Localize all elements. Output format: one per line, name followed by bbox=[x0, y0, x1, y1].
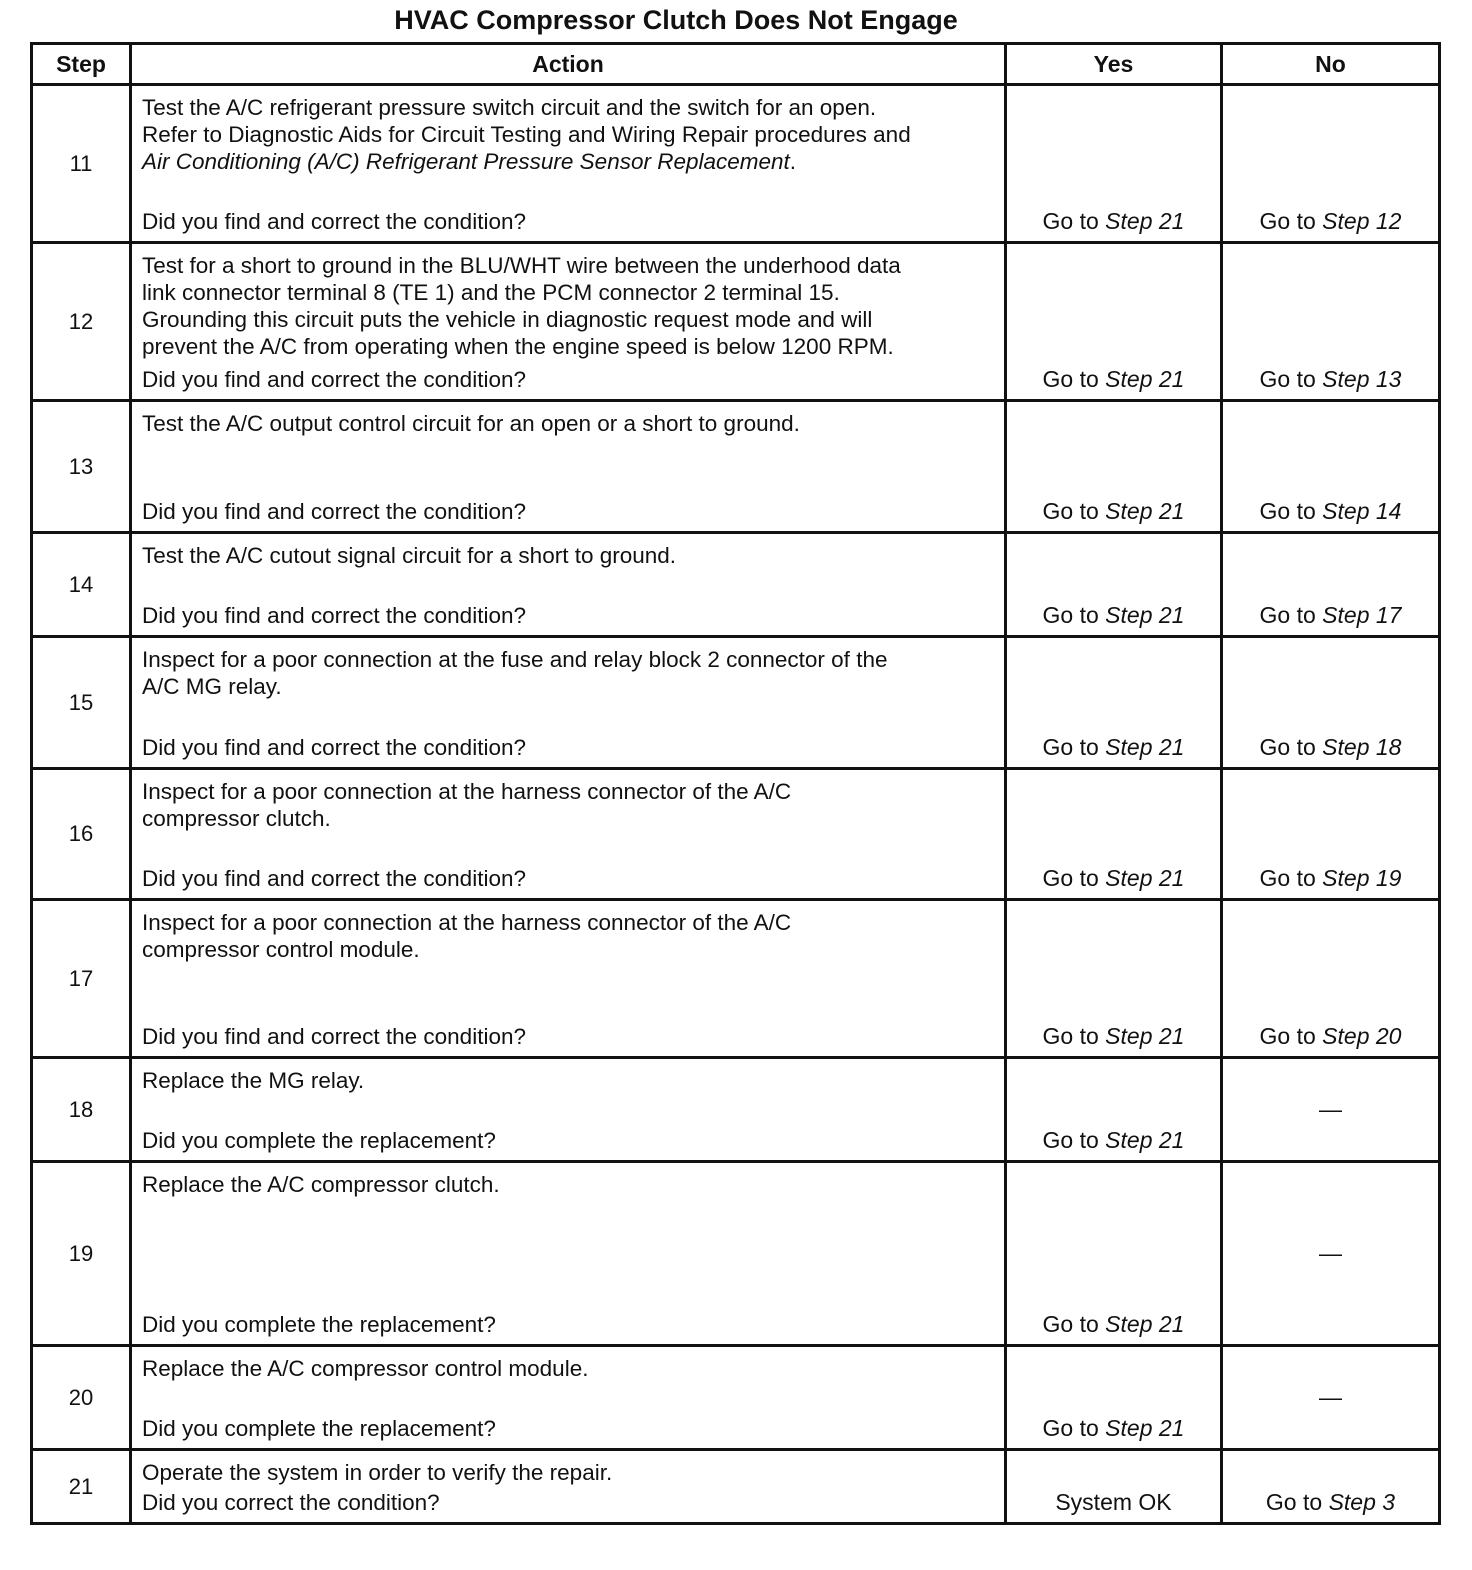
yes-cell bbox=[1006, 85, 1222, 243]
step-number: 11 bbox=[32, 85, 131, 243]
question-text: Did you complete the replacement? bbox=[142, 1416, 496, 1441]
question-text: Did you find and correct the condition? bbox=[142, 499, 526, 524]
page-title: HVAC Compressor Clutch Does Not Engage bbox=[394, 5, 958, 35]
action-line: A/C MG relay. bbox=[142, 674, 282, 699]
action-line: Refer to Diagnostic Aids for Circuit Testing and Wiring Repair procedures and bbox=[142, 122, 911, 147]
goto-prefix: Go to bbox=[1042, 1127, 1106, 1153]
step-number: 20 bbox=[32, 1346, 131, 1450]
action-line: compressor clutch. bbox=[142, 806, 331, 831]
action-line: Operate the system in order to verify the repair. bbox=[142, 1460, 613, 1485]
yes-cell bbox=[1006, 243, 1222, 401]
goto-prefix: Go to bbox=[1259, 1023, 1323, 1049]
question-text: Did you find and correct the condition? bbox=[142, 866, 526, 891]
question-text: Did you correct the condition? bbox=[142, 1490, 440, 1515]
yes-cell bbox=[1006, 1058, 1222, 1162]
goto-prefix: Go to bbox=[1042, 1415, 1106, 1441]
goto-step-link: Step 21 bbox=[1105, 734, 1185, 760]
no-cell bbox=[1222, 533, 1440, 637]
header-no: No bbox=[1222, 44, 1440, 85]
yes-result: System OK bbox=[1055, 1489, 1172, 1515]
action-line bbox=[142, 148, 994, 175]
goto-step-link: Step 17 bbox=[1322, 602, 1402, 628]
yes-cell bbox=[1006, 1450, 1222, 1524]
not-applicable-dash: — bbox=[1319, 1384, 1342, 1410]
step-number: 16 bbox=[32, 769, 131, 900]
goto-step-link: Step 21 bbox=[1105, 366, 1185, 392]
action-cell bbox=[131, 85, 1006, 243]
goto-prefix: Go to bbox=[1042, 1023, 1106, 1049]
no-cell bbox=[1222, 769, 1440, 900]
action-line: Inspect for a poor connection at the fuse and relay block 2 connector of the bbox=[142, 647, 888, 672]
table-row bbox=[32, 533, 1440, 637]
goto-prefix: Go to bbox=[1042, 734, 1106, 760]
procedure-reference: Air Conditioning (A/C) Refrigerant Pressure Sensor Replacement bbox=[142, 149, 790, 174]
goto-prefix: Go to bbox=[1259, 208, 1323, 234]
question-text: Did you find and correct the condition? bbox=[142, 603, 526, 628]
header-yes: Yes bbox=[1006, 44, 1222, 85]
goto-step-link: Step 21 bbox=[1105, 498, 1185, 524]
action-cell bbox=[131, 637, 1006, 769]
goto-step-link: Step 14 bbox=[1322, 498, 1402, 524]
yes-cell bbox=[1006, 637, 1222, 769]
action-line: link connector terminal 8 (TE 1) and the PCM connector 2 terminal 15. bbox=[142, 280, 840, 305]
header-action: Action bbox=[131, 44, 1006, 85]
goto-prefix: Go to bbox=[1042, 498, 1106, 524]
question-text: Did you find and correct the condition? bbox=[142, 367, 526, 392]
table-row bbox=[32, 900, 1440, 1058]
step-number: 15 bbox=[32, 637, 131, 769]
no-cell bbox=[1222, 1162, 1440, 1346]
table-row bbox=[32, 1450, 1440, 1524]
goto-step-link: Step 21 bbox=[1105, 865, 1185, 891]
table-row bbox=[32, 1346, 1440, 1450]
action-text bbox=[142, 1355, 994, 1382]
goto-step-link: Step 21 bbox=[1105, 1023, 1185, 1049]
action-cell bbox=[131, 533, 1006, 637]
question-text: Did you complete the replacement? bbox=[142, 1128, 496, 1153]
action-line: Test for a short to ground in the BLU/WHT wire between the underhood data bbox=[142, 253, 901, 278]
action-cell bbox=[131, 243, 1006, 401]
action-text bbox=[142, 1067, 994, 1094]
goto-step-link: Step 13 bbox=[1322, 366, 1402, 392]
no-cell bbox=[1222, 243, 1440, 401]
table-row bbox=[32, 769, 1440, 900]
goto-step-link: Step 21 bbox=[1105, 602, 1185, 628]
header-step: Step bbox=[32, 44, 131, 85]
goto-prefix: Go to bbox=[1042, 602, 1106, 628]
action-line: compressor control module. bbox=[142, 937, 420, 962]
goto-prefix: Go to bbox=[1042, 1311, 1106, 1337]
step-number: 12 bbox=[32, 243, 131, 401]
goto-step-link: Step 21 bbox=[1105, 208, 1185, 234]
action-line: Test the A/C refrigerant pressure switch circuit and the switch for an open. bbox=[142, 95, 877, 120]
action-text bbox=[142, 909, 994, 963]
action-cell bbox=[131, 1450, 1006, 1524]
action-line: Inspect for a poor connection at the harness connector of the A/C bbox=[142, 779, 792, 804]
action-text bbox=[142, 94, 994, 175]
table-row bbox=[32, 1058, 1440, 1162]
step-number: 17 bbox=[32, 900, 131, 1058]
yes-cell bbox=[1006, 1346, 1222, 1450]
header-row bbox=[32, 44, 1440, 85]
goto-step-link: Step 3 bbox=[1328, 1489, 1396, 1515]
goto-prefix: Go to bbox=[1259, 602, 1323, 628]
no-cell bbox=[1222, 401, 1440, 533]
action-line: Replace the A/C compressor clutch. bbox=[142, 1172, 500, 1197]
punctuation: . bbox=[789, 149, 797, 174]
question-text: Did you complete the replacement? bbox=[142, 1312, 496, 1337]
question-text: Did you find and correct the condition? bbox=[142, 209, 526, 234]
question-text: Did you find and correct the condition? bbox=[142, 735, 526, 760]
action-line: Replace the MG relay. bbox=[142, 1068, 365, 1093]
goto-prefix: Go to bbox=[1259, 366, 1323, 392]
action-line: Test the A/C cutout signal circuit for a short to ground. bbox=[142, 543, 677, 568]
question-text: Did you find and correct the condition? bbox=[142, 1024, 526, 1049]
table-row bbox=[32, 85, 1440, 243]
no-cell bbox=[1222, 85, 1440, 243]
goto-step-link: Step 20 bbox=[1322, 1023, 1402, 1049]
not-applicable-dash: — bbox=[1319, 1096, 1342, 1122]
action-cell bbox=[131, 769, 1006, 900]
action-cell bbox=[131, 401, 1006, 533]
action-line: Inspect for a poor connection at the harness connector of the A/C bbox=[142, 910, 792, 935]
not-applicable-dash: — bbox=[1319, 1240, 1342, 1266]
goto-step-link: Step 12 bbox=[1322, 208, 1402, 234]
action-text bbox=[142, 542, 994, 569]
no-cell bbox=[1222, 1450, 1440, 1524]
step-number: 14 bbox=[32, 533, 131, 637]
goto-prefix: Go to bbox=[1042, 208, 1106, 234]
action-text bbox=[142, 1459, 994, 1486]
action-cell bbox=[131, 1162, 1006, 1346]
goto-prefix: Go to bbox=[1259, 498, 1323, 524]
action-cell bbox=[131, 1058, 1006, 1162]
goto-step-link: Step 19 bbox=[1322, 865, 1402, 891]
yes-cell bbox=[1006, 533, 1222, 637]
action-line: prevent the A/C from operating when the engine speed is below 1200 RPM. bbox=[142, 334, 894, 359]
goto-prefix: Go to bbox=[1042, 865, 1106, 891]
action-cell bbox=[131, 900, 1006, 1058]
no-cell bbox=[1222, 900, 1440, 1058]
no-cell bbox=[1222, 637, 1440, 769]
action-text bbox=[142, 410, 994, 437]
goto-prefix: Go to bbox=[1259, 734, 1323, 760]
table-row bbox=[32, 243, 1440, 401]
yes-cell bbox=[1006, 769, 1222, 900]
step-number: 21 bbox=[32, 1450, 131, 1524]
action-text bbox=[142, 778, 994, 832]
step-number: 13 bbox=[32, 401, 131, 533]
action-text bbox=[142, 646, 994, 700]
no-cell bbox=[1222, 1346, 1440, 1450]
yes-cell bbox=[1006, 1162, 1222, 1346]
goto-step-link: Step 18 bbox=[1322, 734, 1402, 760]
no-cell bbox=[1222, 1058, 1440, 1162]
step-number: 19 bbox=[32, 1162, 131, 1346]
action-text bbox=[142, 1171, 994, 1198]
table-row bbox=[32, 401, 1440, 533]
action-text bbox=[142, 252, 994, 360]
yes-cell bbox=[1006, 401, 1222, 533]
yes-cell bbox=[1006, 900, 1222, 1058]
table-row bbox=[32, 1162, 1440, 1346]
action-cell bbox=[131, 1346, 1006, 1450]
goto-prefix: Go to bbox=[1042, 366, 1106, 392]
diagnostic-table bbox=[30, 42, 1441, 1525]
goto-prefix: Go to bbox=[1265, 1489, 1329, 1515]
action-line: Test the A/C output control circuit for an open or a short to ground. bbox=[142, 411, 800, 436]
action-line: Replace the A/C compressor control module. bbox=[142, 1356, 589, 1381]
goto-step-link: Step 21 bbox=[1105, 1311, 1185, 1337]
table-row bbox=[32, 637, 1440, 769]
goto-step-link: Step 21 bbox=[1105, 1415, 1185, 1441]
action-line: Grounding this circuit puts the vehicle in diagnostic request mode and will bbox=[142, 307, 873, 332]
table-body bbox=[32, 85, 1440, 1524]
goto-step-link: Step 21 bbox=[1105, 1127, 1185, 1153]
step-number: 18 bbox=[32, 1058, 131, 1162]
goto-prefix: Go to bbox=[1259, 865, 1323, 891]
